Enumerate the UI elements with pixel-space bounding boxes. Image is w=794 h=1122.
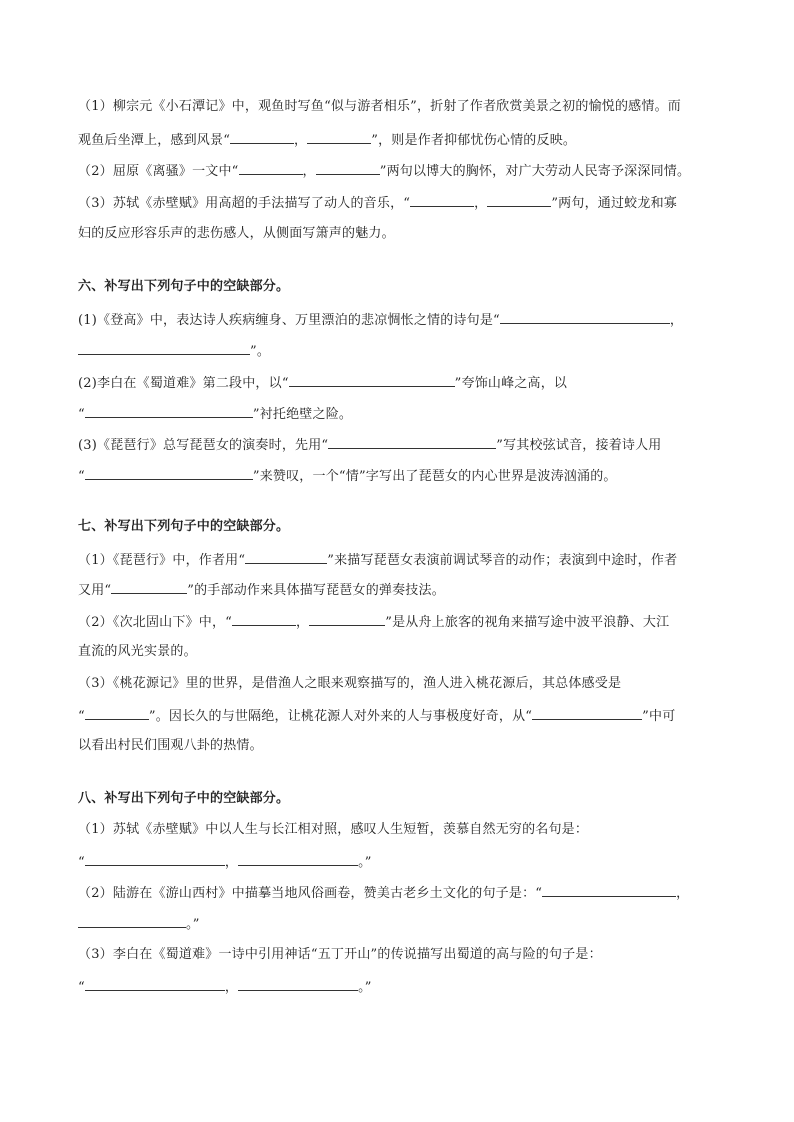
section7-heading-text: 七、补写出下列句子中的空缺部分。 <box>78 519 290 534</box>
answer-blank[interactable] <box>542 882 676 897</box>
section6-heading-text: 六、补写出下列句子中的空缺部分。 <box>78 279 290 294</box>
answer-blank[interactable] <box>111 579 187 594</box>
s8-q3-sep: ， <box>224 980 239 995</box>
s6-q3-text-post: ”写其校弦试音，接着诗人用 <box>496 438 662 453</box>
s7-q3-text-post: ”中可 <box>642 709 676 724</box>
s8-q2-quote-close: 。” <box>186 917 200 932</box>
answer-blank[interactable] <box>309 611 385 626</box>
s6-q3-line1 <box>78 434 734 454</box>
s6-q3-text-pre: (3)《琵琶行》总写琵琶女的演奏时，先用“ <box>78 438 329 453</box>
s5-q1-sep: ， <box>294 133 308 148</box>
s7-q3-line2 <box>78 705 734 725</box>
answer-blank[interactable] <box>410 192 474 207</box>
s6-q2-text-pre: (2)李白在《蜀道难》第二段中，以“ <box>78 376 289 391</box>
answer-blank[interactable] <box>78 340 250 355</box>
s8-q2-line2 <box>78 913 734 933</box>
section8-heading <box>78 789 734 809</box>
answer-blank[interactable] <box>78 913 186 928</box>
s7-q1-line2 <box>78 579 734 599</box>
answer-blank[interactable] <box>245 549 327 564</box>
s8-q2-text-pre: （2）陆游在《游山西村》中描摹当地风俗画卷，赞美古老乡土文化的句子是：“ <box>78 886 543 901</box>
s5-q1-text: （1）柳宗元《小石潭记》中，观鱼时写鱼“似与游者相乐”，折射了作者欣赏美景之初的愉悦的感情。而 <box>78 99 681 114</box>
s7-q3-quote-open: “ <box>78 709 85 724</box>
s7-q3-line3 <box>78 736 734 756</box>
s5-q2-sep: ， <box>302 164 316 179</box>
s6-q2-line2 <box>78 403 734 423</box>
s7-q3-text-mid: ”。因长久的与世隔绝，让桃花源人对外来的人与事极度好奇，从“ <box>148 709 533 724</box>
answer-blank[interactable] <box>85 705 149 720</box>
s7-q1-text-post: ”来描写琵琶女表演前调试琴音的动作；表演到中途时，作者 <box>327 553 678 568</box>
s8-q1-quote-close: 。” <box>358 855 372 870</box>
s6-q1-text-post: ”。 <box>250 344 271 359</box>
s8-q1-sep: ， <box>224 855 239 870</box>
s6-q1-text-pre: (1)《登高》中，表达诗人疾病缠身、万里漂泊的悲凉惆怅之情的诗句是“ <box>78 313 500 328</box>
s5-q2-text-pre: （2）屈原《离骚》一文中“ <box>78 164 239 179</box>
s7-q3-line1 <box>78 674 734 694</box>
answer-blank[interactable] <box>500 309 670 324</box>
s6-q2-text-cont: ”衬托绝壁之险。 <box>252 407 353 422</box>
s7-q3-text-cont: 以看出村民们围观八卦的热情。 <box>78 738 263 753</box>
section8-heading-text: 八、补写出下列句子中的空缺部分。 <box>78 791 290 806</box>
answer-blank[interactable] <box>85 403 253 418</box>
answer-blank[interactable] <box>316 160 380 175</box>
s5-q3-text-pre: （3）苏轼《赤壁赋》用高超的手法描写了动人的音乐，“ <box>78 196 411 211</box>
s7-q2-line2 <box>78 642 734 662</box>
answer-blank[interactable] <box>230 129 294 144</box>
answer-blank[interactable] <box>487 192 551 207</box>
s8-q3-line1 <box>78 945 734 965</box>
s6-q2-text-post: ”夸饰山峰之高，以 <box>454 376 568 391</box>
s7-q1-text-cont: ”的手部动作来具体描写琵琶女的弹奏技法。 <box>187 583 445 598</box>
s8-q3-line2 <box>78 976 734 996</box>
s8-q1-line1 <box>78 820 734 840</box>
s7-q1-text-pre: （1）《琵琶行》中，作者用“ <box>78 553 246 568</box>
s6-q3-line2 <box>78 465 734 485</box>
s8-q2-line1 <box>78 882 734 902</box>
s8-q1-quote-open: “ <box>78 855 85 870</box>
s5-q3-sep: ， <box>474 196 488 211</box>
answer-blank[interactable] <box>85 976 225 991</box>
s5-q2-text-post: ”两句以博大的胸怀，对广大劳动人民寄予深深同情。 <box>379 164 691 179</box>
s7-q3-text: （3）《桃花源记》里的世界，是借渔人之眼来观察描写的，渔人进入桃花源后，其总体感受是 <box>78 676 622 691</box>
s5-q3-text-cont: 妇的反应形容乐声的悲伤感人，从侧面写箫声的魅力。 <box>78 226 395 241</box>
s6-q1-sep: ， <box>669 313 684 328</box>
s8-q1-text: （1）苏轼《赤壁赋》中以人生与长江相对照，感叹人生短暂，羡慕自然无穷的名句是： <box>78 822 589 837</box>
s6-q3-text-cont: ”来赞叹，一个“情”字写出了琵琶女的内心世界是波涛汹涌的。 <box>252 469 617 484</box>
s6-q2-quote-open: “ <box>78 407 85 422</box>
s7-q1-text-pre2: 又用“ <box>78 583 112 598</box>
answer-blank[interactable] <box>85 465 253 480</box>
s6-q3-quote-open: “ <box>78 469 85 484</box>
s6-q1-line1 <box>78 309 734 329</box>
answer-blank[interactable] <box>239 160 303 175</box>
s7-q2-sep: ， <box>296 615 310 630</box>
answer-blank[interactable] <box>289 372 455 387</box>
s5-q1-line2 <box>78 129 734 149</box>
s6-q2-line1 <box>78 372 734 392</box>
answer-blank[interactable] <box>85 851 225 866</box>
answer-blank[interactable] <box>238 851 358 866</box>
s7-q2-text-post: ”是从舟上旅客的视角来描写途中波平浪静、大江 <box>385 615 670 630</box>
s7-q2-line1 <box>78 611 734 631</box>
s5-q3-line1 <box>78 192 734 212</box>
s5-q1-text-pre: 观鱼后坐潭上，感到风景“ <box>78 133 231 148</box>
s8-q3-text: （3）李白在《蜀道难》一诗中引用神话“五丁开山”的传说描写出蜀道的高与险的句子是： <box>78 947 602 962</box>
s8-q1-line2 <box>78 851 734 871</box>
answer-blank[interactable] <box>307 129 371 144</box>
s5-q3-text-post: ”两句，通过蛟龙和寡 <box>551 196 677 211</box>
s8-q3-quote-open: “ <box>78 980 85 995</box>
section6-heading <box>78 277 734 297</box>
s5-q1-line1 <box>78 97 734 117</box>
answer-blank[interactable] <box>328 434 496 449</box>
s7-q2-text-cont: 直流的风光实景的。 <box>78 644 197 659</box>
section7-heading <box>78 517 734 537</box>
s8-q2-sep: ， <box>676 886 690 901</box>
s5-q3-line2 <box>78 224 734 244</box>
s5-q1-text-post: ”，则是作者抑郁忧伤心情的反映。 <box>371 133 577 148</box>
answer-blank[interactable] <box>532 705 642 720</box>
answer-blank[interactable] <box>238 976 358 991</box>
s6-q1-line2 <box>78 340 734 360</box>
s8-q3-quote-close: 。” <box>358 980 372 995</box>
s7-q1-line1 <box>78 549 734 569</box>
answer-blank[interactable] <box>232 611 296 626</box>
s7-q2-text-pre: （2）《次北固山下》中，“ <box>78 615 233 630</box>
s5-q2-line <box>78 160 734 180</box>
